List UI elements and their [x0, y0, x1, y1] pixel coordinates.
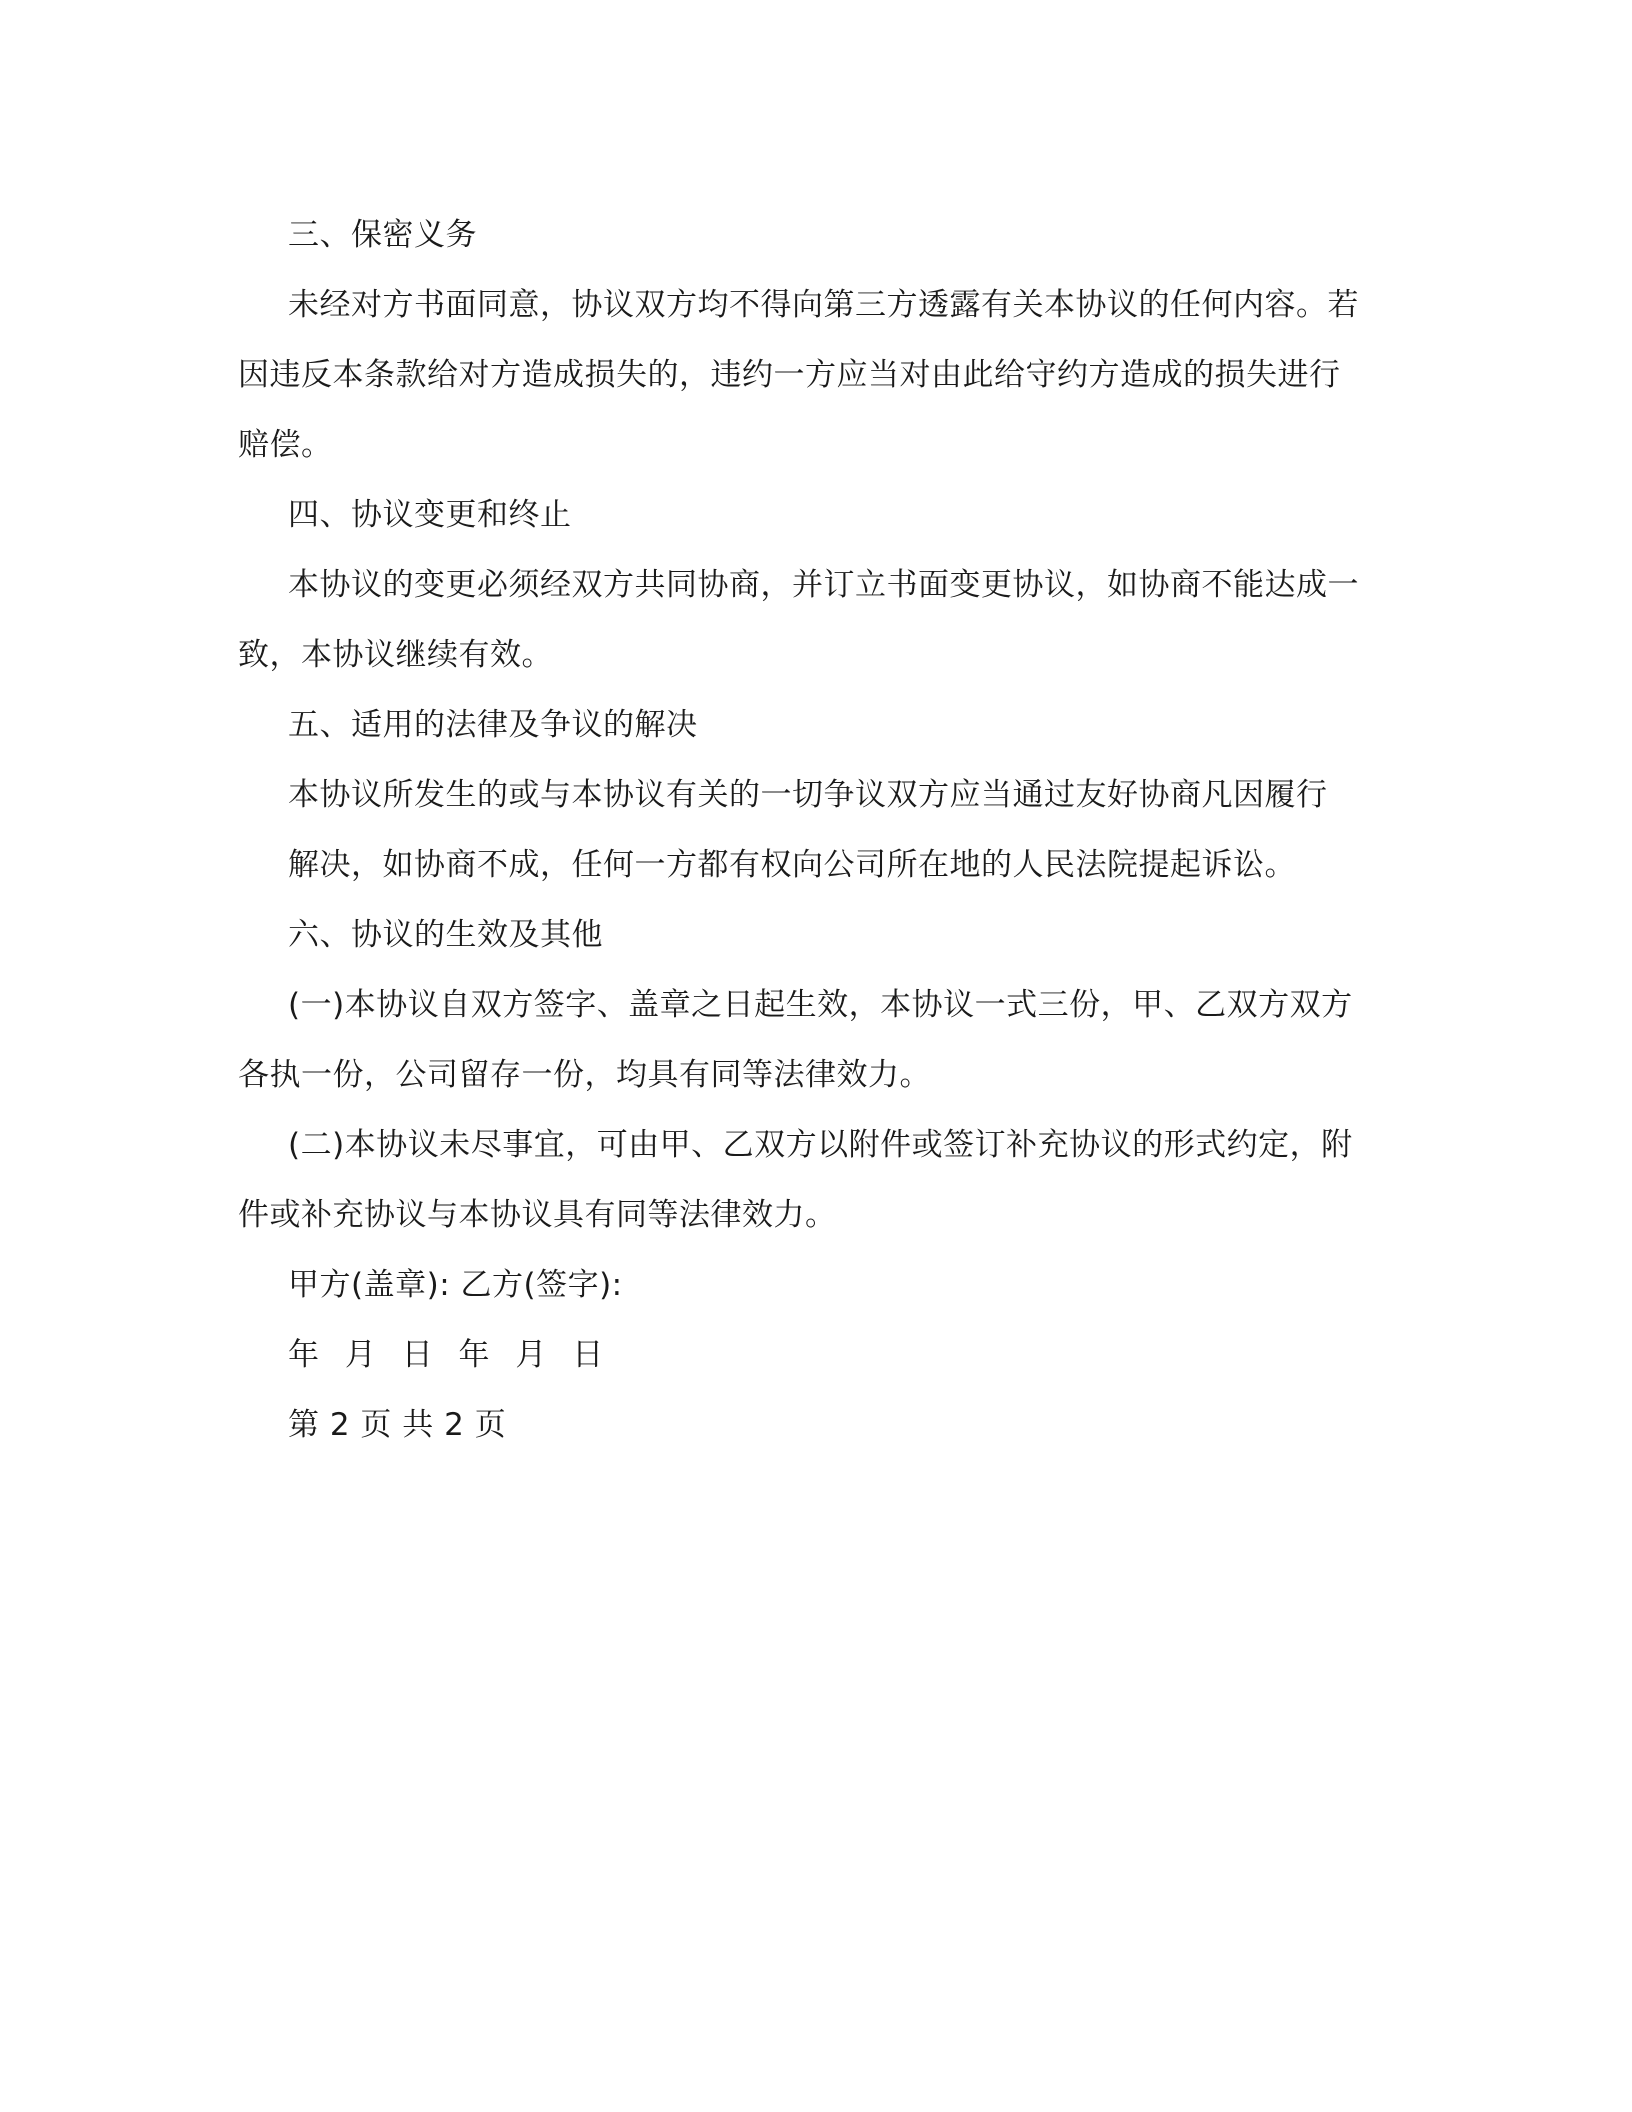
- paragraph-line: 因违反本条款给对方造成损失的，违约一方应当对由此给守约方造成的损失进行: [238, 357, 1341, 393]
- section-heading-governing-law: 五、适用的法律及争议的解决: [288, 707, 698, 743]
- paragraph-line: (一)本协议自双方签字、盖章之日起生效，本协议一式三份，甲、乙双方双方: [288, 987, 1353, 1023]
- page-number: 第 2 页 共 2 页: [288, 1407, 507, 1443]
- paragraph-line: 致，本协议继续有效。: [238, 637, 553, 673]
- document-body: [238, 200, 1378, 1460]
- paragraph-line: 件或补充协议与本协议具有同等法律效力。: [238, 1197, 837, 1233]
- section-heading-confidentiality: 三、保密义务: [288, 217, 477, 253]
- paragraph-line: (二)本协议未尽事宜，可由甲、乙双方以附件或签订补充协议的形式约定，附: [288, 1127, 1353, 1163]
- paragraph-line: 未经对方书面同意，协议双方均不得向第三方透露有关本协议的任何内容。若: [288, 287, 1359, 323]
- paragraph-line: 赔偿。: [238, 427, 333, 463]
- section-heading-amendment: 四、协议变更和终止: [288, 497, 572, 533]
- paragraph-line: 本协议的变更必须经双方共同协商，并订立书面变更协议，如协商不能达成一: [288, 567, 1359, 603]
- signature-parties-line: 甲方(盖章): 乙方(签字):: [288, 1267, 623, 1303]
- paragraph-line: 各执一份，公司留存一份，均具有同等法律效力。: [238, 1057, 931, 1093]
- paragraph-line: 本协议所发生的或与本协议有关的一切争议双方应当通过友好协商凡因履行: [288, 777, 1328, 813]
- paragraph-line: 解决，如协商不成，任何一方都有权向公司所在地的人民法院提起诉讼。: [288, 847, 1296, 883]
- signature-date-line: 年 月 日 年 月 日: [288, 1337, 612, 1373]
- section-heading-effectiveness: 六、协议的生效及其他: [288, 917, 603, 953]
